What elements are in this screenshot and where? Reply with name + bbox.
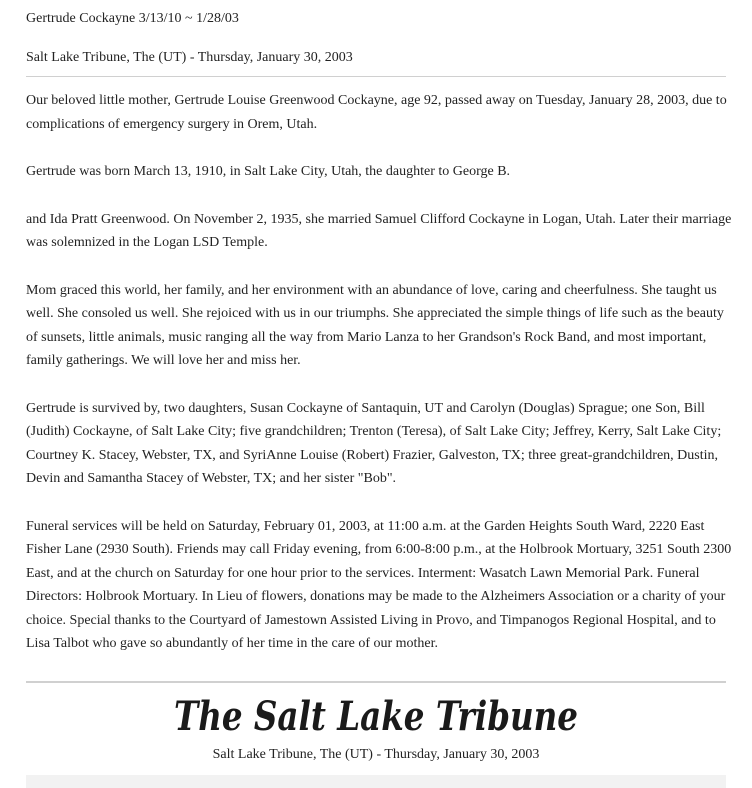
paragraph-marriage: and Ida Pratt Greenwood. On November 2, 1935, she married Samuel Clifford Cockayne in Logan, Utah. Later their marriage was solemnized in the Logan LSD Temple. [26,211,732,250]
bottom-bar [26,775,726,788]
paragraph-services: Funeral services will be held on Saturday, February 01, 2003, at 11:00 a.m. at the Garden Heights South Ward, 2220 East Fisher Lane (2930 South). Friends may call Friday evening, from 6:00-8:00 p.m., at the Holbrook Mortuary, 3251 South 2300 East, and at the church on Saturday for one hour prior to the services. Interment: Wasatch Lawn Memorial Park. Funeral Directors: Holbrook Mortuary. In Lieu of flowers, donations may be made to the Alzheimers Association or a charity of your choice. Special thanks to the Courtyard of Jamestown Assisted Living in Provo, and Timpanogos Regional Hospital, and to Lisa Talbot who gave so abundantly of her time in the care of our mother. [26,518,732,651]
masthead-logo [166,690,586,740]
paragraph-survivors: Gertrude is survived by, two daughters, Susan Cockayne of Santaquin, UT and Carolyn (Douglas) Sprague; one Son, Bill (Judith) Cockayne, of Salt Lake City; five grandchildren; Trenton (Teresa), of Salt Lake City; Jeffrey, Kerry, Salt Lake City; Courtney K. Stacey, Webster, TX, and SyriAnne Louise (Robert) Frazier, Galveston, TX; three great-grandchildren, Dustin, Devin and Samantha Stacey of Webster, TX; and her sister "Bob". [26,400,722,486]
obituary-title: Gertrude Cockayne 3/13/10 ~ 1/28/03 [26,11,239,26]
newspaper-masthead [0,690,752,740]
publication-source: Salt Lake Tribune, The (UT) - Thursday, January 30, 2003 [26,50,353,65]
paragraph-tribute: Mom graced this world, her family, and her environment with an abundance of love, caring and cheerfulness. She taught us well. She consoled us well. She rejoiced with us in our triumphs. She appreciated the simple things of life such as the beauty of sunsets, little animals, music ranging all the way from Mario Lanza to her Grandson's Rock Band, and most important, family gatherings. We will love her and miss her. [26,282,724,368]
footer-publication-source: Salt Lake Tribune, The (UT) - Thursday, January 30, 2003 [212,747,540,762]
header-divider [26,76,726,77]
paragraph-birth: Gertrude was born March 13, 1910, in Salt Lake City, Utah, the daughter to George B. [26,164,511,179]
obituary-body [26,89,732,680]
paragraph-intro: Our beloved little mother, Gertrude Louise Greenwood Cockayne, age 92, passed away on Tuesday, January 28, 2003, due to complications of emergency surgery in Orem, Utah. [26,93,727,132]
masthead-logo-text: The Salt Lake Tribune [174,693,578,740]
footer-divider [26,681,726,683]
